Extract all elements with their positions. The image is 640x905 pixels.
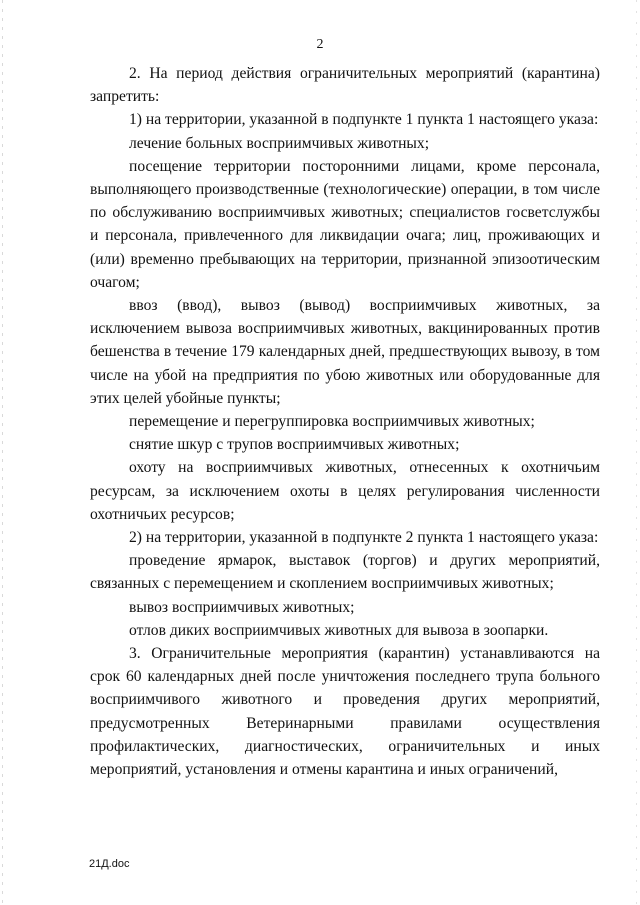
paragraph-item: ввоз (ввод), вывоз (вывод) восприимчивых животных, за исключением вывоза восприимчивых животных, вакцинированных против бешенства в течение 179 календарных дней, предшествующих вывозу, в том числе на убой на предприятия по убою животных или оборудованные для этих целей убойные пункты; <box>90 297 600 407</box>
scan-edge-right <box>636 0 637 905</box>
paragraph-item: посещение территории посторонними лицами, кроме персонала, выполняющего производственные (технологические) операции, в том числе по обслуживанию восприимчивых животных; специалистов госветслужбы и персонала, привлеченного для ликвидации очага; лиц, проживающих и (или) временно пребывающих на территории, признанной эпизоотическим очагом; <box>90 157 600 291</box>
document-body <box>90 62 600 781</box>
paragraph-item: перемещение и перегруппировка восприимчивых животных; <box>129 413 535 431</box>
paragraph-subsection-1: 1) на территории, указанной в подпункте 1 пункта 1 настоящего указа: <box>129 111 599 129</box>
paragraph-item: охоту на восприимчивых животных, отнесенных к охотничьим ресурсам, за исключением охоты в целях регулирования численности охотничьих ресурсов; <box>90 459 600 523</box>
paragraph-section-3: 3. Ограничительные мероприятия (карантин) устанавливаются на срок 60 календарных дней после уничтожения последнего трупа больного восприимчивого животного и проведения других мероприятий, предусмотренных Ветеринарными правилами осуществления профилактических, диагностических, ограничительных и иных мероприятий, установления и отмены карантина и иных ограничений, <box>90 645 600 779</box>
scan-edge-left <box>2 0 3 905</box>
paragraph-subsection-2: 2) на территории, указанной в подпункте 2 пункта 1 настоящего указа: <box>129 529 599 547</box>
paragraph-section-2: 2. На период действия ограничительных мероприятий (карантина) запретить: <box>90 65 600 106</box>
paragraph-item: проведение ярмарок, выставок (торгов) и других мероприятий, связанных с перемещением и скоплением восприимчивых животных; <box>90 552 600 593</box>
paragraph-item: отлов диких восприимчивых животных для вывоза в зоопарки. <box>129 621 549 639</box>
footer-file-name: 21Д.doc <box>89 858 130 870</box>
paragraph-item: снятие шкур с трупов восприимчивых животных; <box>129 436 460 454</box>
paragraph-item: лечение больных восприимчивых животных; <box>129 134 430 152</box>
paragraph-item: вывоз восприимчивых животных; <box>129 598 355 616</box>
page-number: 2 <box>316 37 324 52</box>
